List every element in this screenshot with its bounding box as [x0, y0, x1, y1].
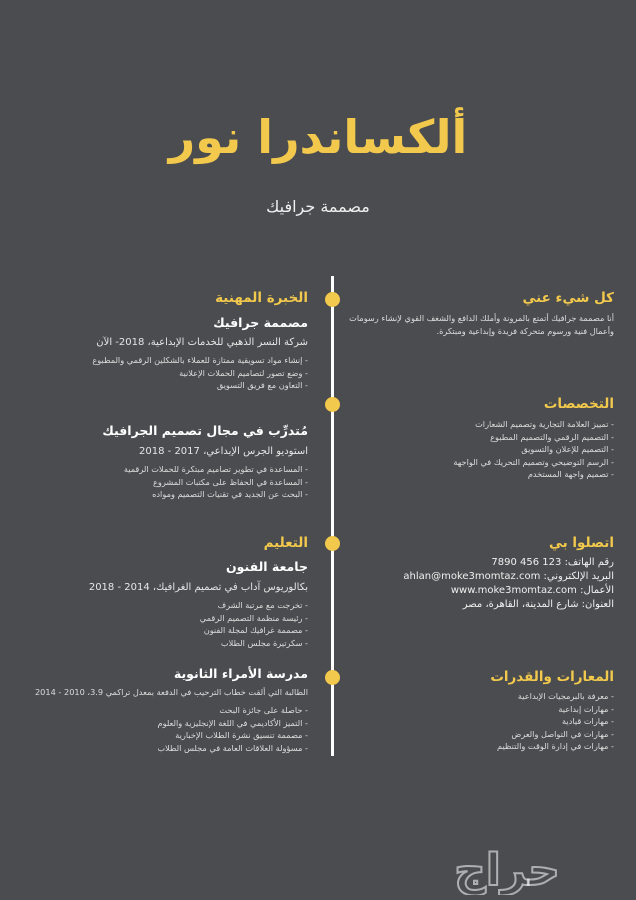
skills-title: المعارات والقدرات — [490, 669, 614, 685]
specialty-item: - الرسم التوضيحي وتصميم التحريك في الواجهة — [349, 456, 614, 469]
contact-phone — [349, 556, 614, 569]
job-duty-item: - التعاون مع فريق التسويق — [18, 379, 308, 392]
job-duties-list — [18, 354, 308, 392]
skill-item: - مهارات قيادية — [349, 715, 614, 728]
job-duty-item: - المساعدة في الحفاظ على مكتبات المشروع — [18, 476, 308, 489]
contact-website — [349, 584, 614, 597]
timeline-dot-specialties — [325, 397, 340, 412]
skill-item: - مهارات إبداعية — [349, 703, 614, 716]
specialty-item: - تصميم واجهة المستخدم — [349, 468, 614, 481]
resume-job-title: مصممة جرافيك — [266, 197, 370, 216]
contact-title: اتصلوا بي — [548, 535, 614, 551]
svg-text:حراج: حراج — [454, 845, 560, 895]
school-name: مدرسة الأمراء الثانوية — [173, 666, 308, 681]
resume-name: ألكساندرا نور — [168, 110, 468, 164]
timeline-dot-about — [325, 292, 340, 307]
school-achievements-list — [18, 599, 308, 649]
specialty-item: - التصميم الرقمي والتصميم المطبوع — [349, 431, 614, 444]
address-value: شارع المدينة، القاهرة، مصر — [462, 599, 579, 610]
specialties-list — [349, 418, 614, 481]
experience-title: الخبرة المهنية — [215, 290, 308, 306]
achievement-item: - التميز الأكاديمي في اللغة الإنجليزية والعلوم — [18, 717, 308, 730]
skill-item: - مهارات في التواصل والعرض — [349, 728, 614, 741]
email-value[interactable]: ahlan@moke3momtaz.com — [403, 571, 541, 582]
achievement-item: - تخرجت مع مرتبة الشرف — [18, 599, 308, 612]
job-duties-list — [18, 463, 308, 501]
job-role: مُتدرِّب في مجال تصميم الجرافيك — [102, 423, 308, 438]
skill-item: - مهارات في إدارة الوقت والتنظيم — [349, 740, 614, 753]
website-value[interactable]: www.moke3momtaz.com — [450, 585, 577, 596]
skill-item: - معرفة بالبرمجيات الإبداعية — [349, 690, 614, 703]
skills-list — [349, 690, 614, 753]
achievement-item: - رئيسة منظمة التصميم الرقمي — [18, 612, 308, 625]
job-duty-item: - إنشاء مواد تسويقية ممتازة للعملاء بالشكلين الرقمي والمطبوع — [18, 354, 308, 367]
job-role: مصممة جرافيك — [213, 315, 308, 330]
specialties-title: التخصصات — [543, 396, 614, 412]
contact-address — [349, 598, 614, 611]
achievement-item: - سكرتيرة مجلس الطلاب — [18, 637, 308, 650]
haraj-watermark-logo — [400, 845, 615, 895]
email-label: البريد الإلكتروني: — [543, 571, 614, 582]
address-label: العنوان: — [581, 599, 614, 610]
about-title: كل شيء عني — [522, 290, 614, 306]
timeline-dot-contact — [325, 536, 340, 551]
job-duty-item: - البحث عن الجديد في تقنيات التصميم ومواده — [18, 488, 308, 501]
achievement-item: - مسؤولة العلاقات العامة في مجلس الطلاب — [18, 742, 308, 755]
about-text: أنا مصممة جرافيك أتمتع بالمرونة وأملك الدافع والشغف القوي لإنشاء رسومات وأعمال فنية ورسوم متحركة فريدة وإبداعية ومبتكرة. — [349, 313, 614, 336]
job-company: شركة النسر الذهبي للخدمات الإبداعية، 2018- الآن — [96, 337, 308, 348]
specialty-item: - تمييز العلامة التجارية وتصميم الشعارات — [349, 418, 614, 431]
achievement-item: - مصممة تنسيق نشرة الطلاب الإخبارية — [18, 729, 308, 742]
phone-label: رقم الهاتف: — [564, 557, 614, 568]
specialty-item: - التصميم للإعلان والتسويق — [349, 443, 614, 456]
website-label: الأعمال: — [580, 585, 614, 596]
job-company: استوديو الجرس الإبداعي، 2017 - 2018 — [139, 446, 308, 457]
job-duty-item: - المساعدة في تطوير تصاميم مبتكرة للحملات الرقمية — [18, 463, 308, 476]
achievement-item: - مصممة غرافيك لمجلة الفنون — [18, 624, 308, 637]
school-name: جامعة الفنون — [225, 559, 308, 574]
school-achievements-list — [18, 704, 308, 754]
job-duty-item: - وضع تصور لتصاميم الحملات الإعلانية — [18, 367, 308, 380]
achievement-item: - حاصلة على جائزة البحث — [18, 704, 308, 717]
phone-value: 7890 456 123 — [491, 557, 562, 568]
school-degree: الطالبة التي ألقت خطاب الترحيب في الدفعة بمعدل تراكمي 3.9، 2010 - 2014 — [34, 687, 308, 697]
school-degree: بكالوريوس آداب في تصميم الغرافيك، 2014 - 2018 — [88, 582, 308, 593]
timeline-dot-skills — [325, 670, 340, 685]
contact-email — [349, 570, 614, 583]
education-title: التعليم — [263, 535, 308, 551]
